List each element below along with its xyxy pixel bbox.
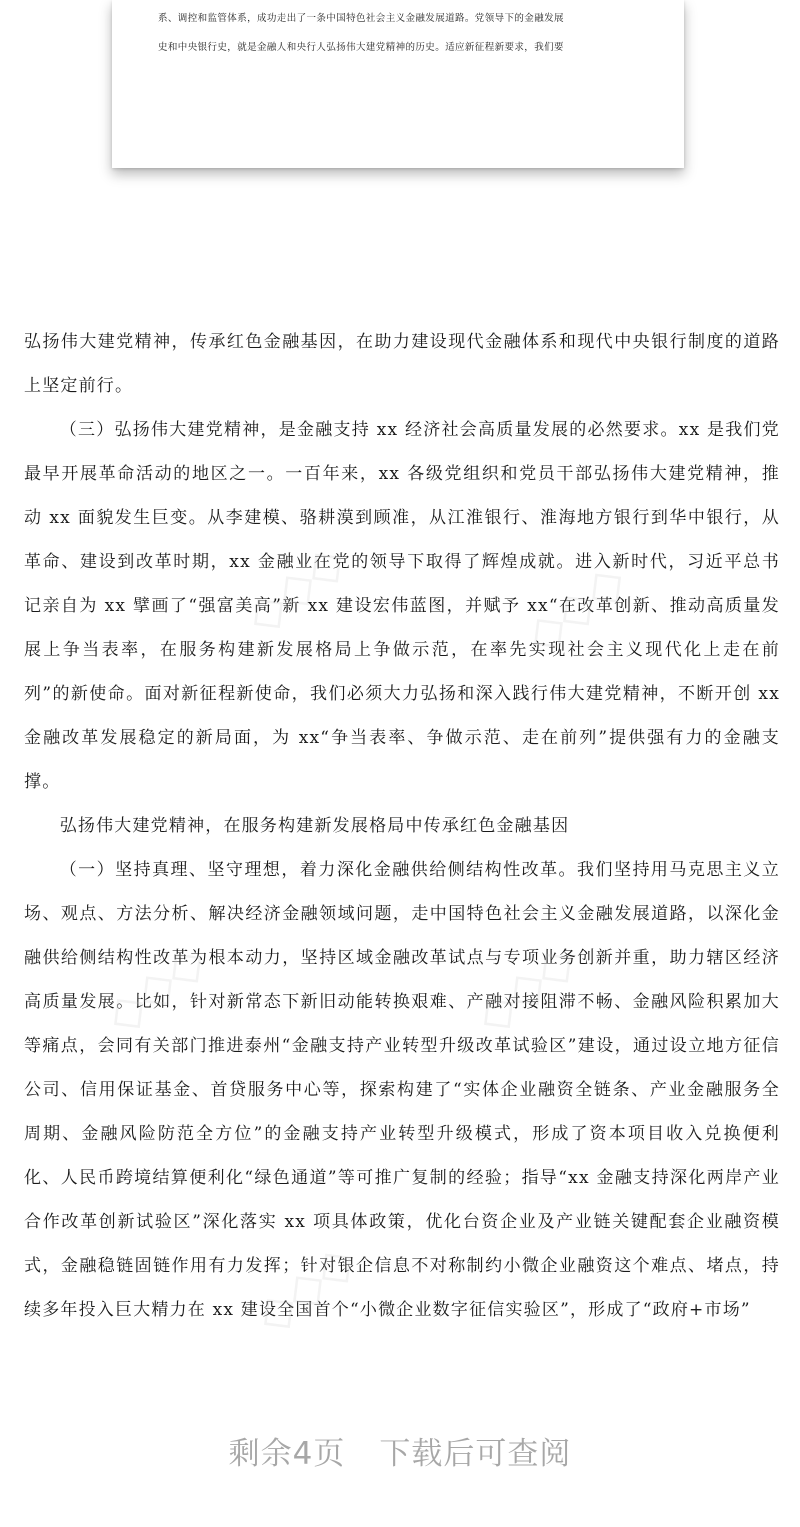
section-heading: 弘扬伟大建党精神，在服务构建新发展格局中传承红色金融基因 — [59, 816, 570, 836]
watermark: ◇◇◇ — [94, 931, 217, 1045]
document-body — [24, 320, 780, 1332]
paragraph: 弘扬伟大建党精神，传承红色金融基因，在助力建设现代金融体系和现代中央银行制度的道路上坚定前行。 — [24, 332, 780, 396]
paragraph: （一）坚持真理、坚守理想，着力深化金融供给侧结构性改革。我们坚持用马克思主义立场、观点、方法分析、解决经济金融领域问题，走中国特色社会主义金融发展道路，以深化金融供给侧结构性改革为根本动力，坚持区域金融改革试点与专项业务创新并重，助力辖区经济高质量发展。比如，针对新常态下新旧动能转换艰难、产融对接阻滞不畅、金融风险积累加大等痛点，会同有关部门推进泰州“金融支持产业转型升级改革试验区”建设，通过设立地方征信公司、信用保证基金、首贷服务中心等，探索构建了“实体企业融资全链条、产业金融服务全周期、金融风险防范全方位”的金融支持产业转型升级模式，形成了资本项目收入兑换便利化、人民币跨境结算便利化“绿色通道”等可推广复制的经验；指导“xx 金融支持深化两岸产业合作改革创新试验区”深化落实 xx 项具体政策，优化台资企业及产业链关键配套企业融资模式，金融稳链固链作用有力发挥；针对银企信息不对称制约小微企业融资这个难点、堵点，持续多年投入巨大精力在 xx 建设全国首个“小微企业数字征信实验区”，形成了“政府+市场” — [24, 860, 780, 1320]
page-preview-card — [112, 0, 684, 168]
watermark: ◇◇◇ — [234, 531, 357, 645]
download-hint-label: 下载后可查阅 — [379, 1436, 572, 1472]
watermark: ◇◇◇ — [464, 931, 587, 1045]
preview-line-2: 史和中央银行史，就是金融人和央行人弘扬伟大建党精神的历史。适应新征程新要求，我们要 — [158, 42, 564, 53]
remaining-pages-label: 剩余4页 — [228, 1436, 346, 1472]
preview-line-1: 系、调控和监管体系，成功走出了一条中国特色社会主义金融发展道路。党领导下的金融发展 — [158, 13, 564, 24]
watermark: ◇◇◇ — [244, 1231, 367, 1345]
paragraph: （三）弘扬伟大建党精神，是金融支持 xx 经济社会高质量发展的必然要求。xx 是我们党最早开展革命活动的地区之一。一百年来，xx 各级党组织和党员干部弘扬伟大建党精神，推动 xx 面貌发生巨变。从李建模、骆耕漠到顾准，从江淮银行、淮海地方银行到华中银行，从革命、建设到改革时期，xx 金融业在党的领导下取得了辉煌成就。进入新时代，习近平总书记亲自为 xx 擘画了“强富美高”新 xx 建设宏伟蓝图，并赋予 xx“在改革创新、推动高质量发展上争当表率，在服务构建新发展格局上争做示范，在率先实现社会主义现代化上走在前列”的新使命。面对新征程新使命，我们必须大力弘扬和深入践行伟大建党精神，不断开创 xx 金融改革发展稳定的新局面，为 xx“争当表率、争做示范、走在前列”提供强有力的金融支撑。 — [24, 420, 780, 792]
watermark: ◇◇◇ — [514, 551, 637, 665]
remaining-pages-banner[interactable] — [0, 1428, 800, 1473]
